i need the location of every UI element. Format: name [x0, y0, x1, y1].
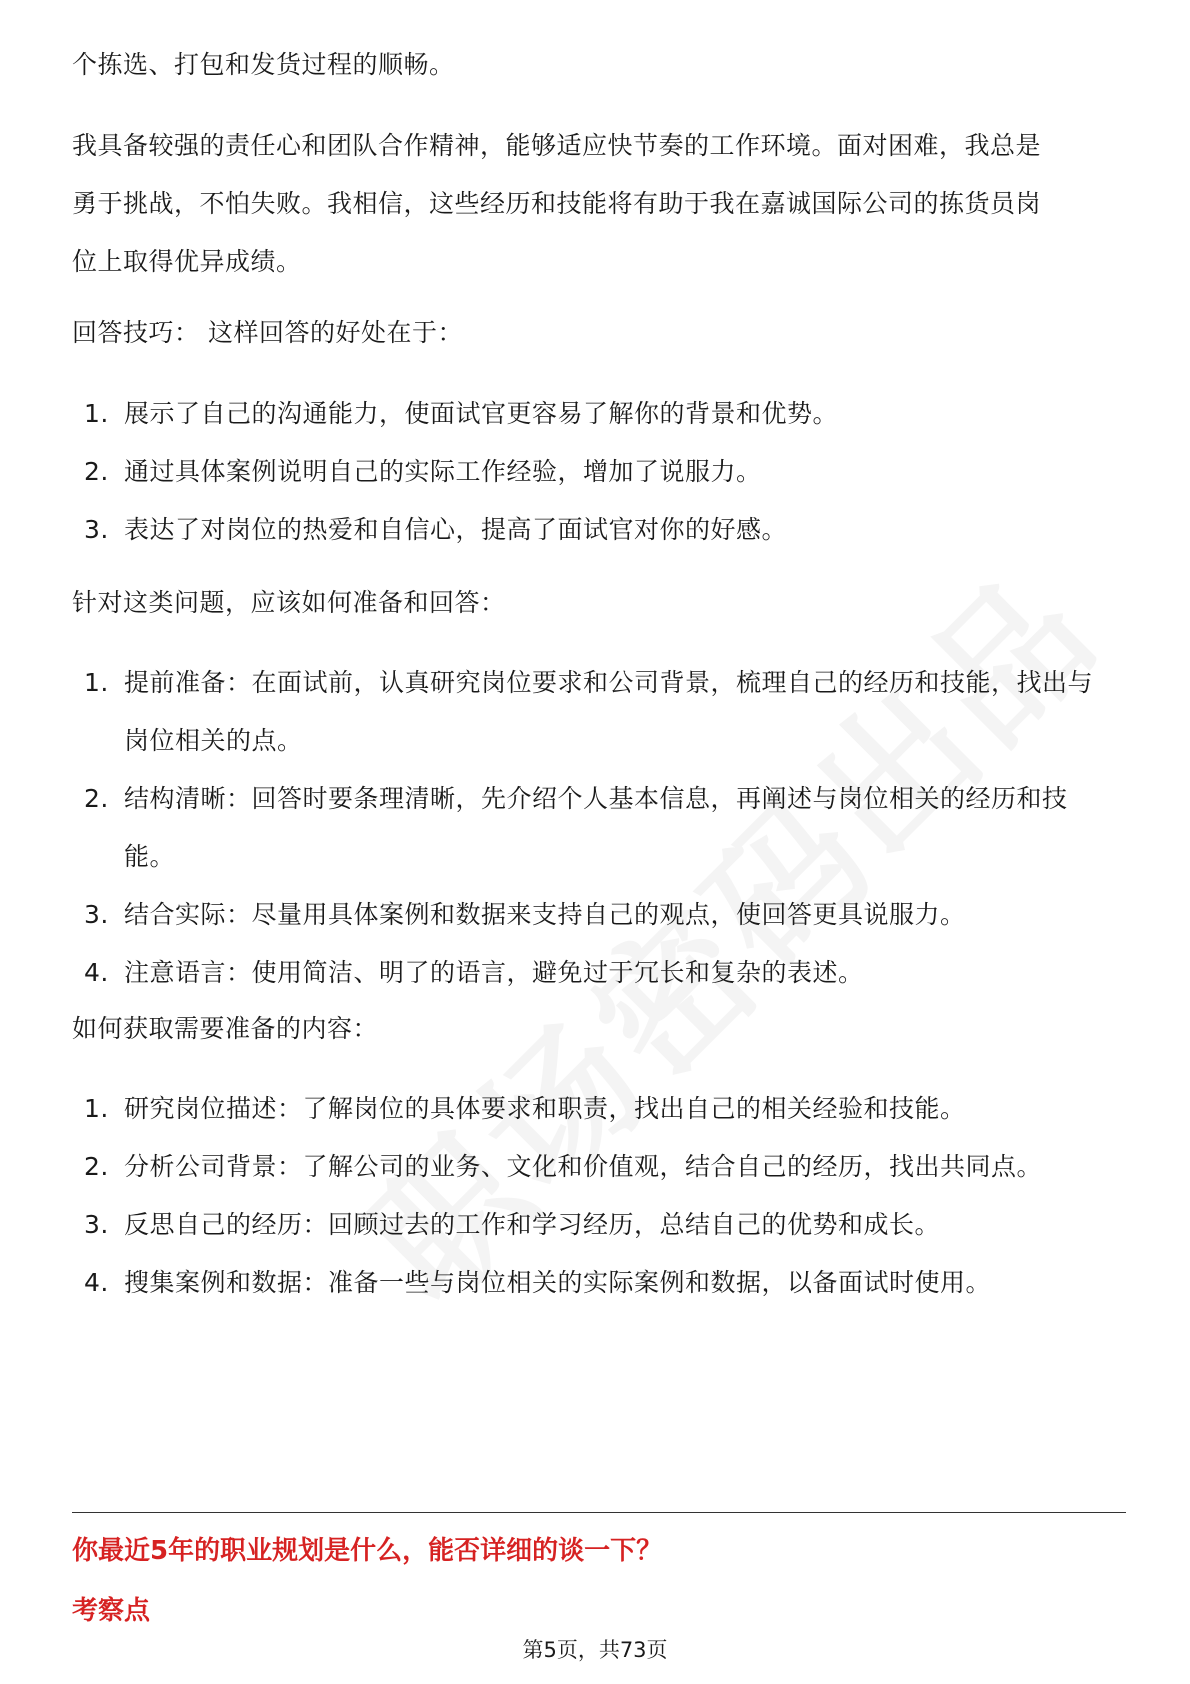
- section-divider: [72, 1512, 1126, 1513]
- list-item: [72, 1196, 1112, 1254]
- list-number: 1.: [84, 668, 109, 697]
- list-item-text: 反思自己的经历：回顾过去的工作和学习经历，总结自己的优势和成长。: [124, 1210, 941, 1239]
- list-number: 2.: [84, 1152, 109, 1181]
- list-number: 3.: [84, 515, 109, 544]
- list-item: [72, 1080, 1112, 1138]
- list-item: [72, 654, 1112, 770]
- list-item: [72, 501, 1122, 559]
- list-number: 3.: [84, 900, 109, 929]
- list-number: 1.: [84, 1094, 109, 1123]
- list-item: [72, 886, 1112, 944]
- list-number: 2.: [84, 457, 109, 486]
- list-item: [72, 1138, 1112, 1196]
- list-number: 4.: [84, 1268, 109, 1297]
- intro-tail-text: 个拣选、打包和发货过程的顺畅。: [72, 50, 455, 79]
- list-item: [72, 944, 1112, 1002]
- list-item-text: 表达了对岗位的热爱和自信心，提高了面试官对你的好感。: [124, 515, 788, 544]
- page-number-footer: 第5页，共73页: [522, 1638, 668, 1662]
- next-question-heading: 你最近5年的职业规划是什么，能否详细的谈一下？: [72, 1536, 663, 1566]
- list-item-text: 展示了自己的沟通能力，使面试官更容易了解你的背景和优势。: [124, 399, 839, 428]
- list-number: 2.: [84, 784, 109, 813]
- list-item: [72, 770, 1112, 886]
- list-number: 1.: [84, 399, 109, 428]
- prepare-list: [72, 654, 1112, 1002]
- list-item-text: 注意语言：使用简洁、明了的语言，避免过于冗长和复杂的表述。: [124, 958, 864, 987]
- list-item-text: 研究岗位描述：了解岗位的具体要求和职责，找出自己的相关经验和技能。: [124, 1094, 966, 1123]
- list-item: [72, 385, 1122, 443]
- list-item-text: 结构清晰：回答时要条理清晰，先介绍个人基本信息，再阐述与岗位相关的经历和技能。: [124, 784, 1068, 871]
- obtain-list: [72, 1080, 1112, 1312]
- list-number: 4.: [84, 958, 109, 987]
- assessment-points-heading: 考察点: [72, 1596, 151, 1626]
- obtain-heading: 如何获取需要准备的内容：: [72, 1014, 379, 1043]
- list-item-text: 结合实际：尽量用具体案例和数据来支持自己的观点，使回答更具说服力。: [124, 900, 966, 929]
- list-item-text: 搜集案例和数据：准备一些与岗位相关的实际案例和数据，以备面试时使用。: [124, 1268, 992, 1297]
- list-item-text: 分析公司背景：了解公司的业务、文化和价值观，结合自己的经历，找出共同点。: [124, 1152, 1043, 1181]
- list-item: [72, 1254, 1112, 1312]
- prepare-heading: 针对这类问题，应该如何准备和回答：: [72, 588, 506, 617]
- list-item: [72, 443, 1122, 501]
- answer-paragraph: 我具备较强的责任心和团队合作精神，能够适应快节奏的工作环境。面对困难，我总是勇于挑战，不怕失败。我相信，这些经历和技能将有助于我在嘉诚国际公司的拣货员岗位上取得优异成绩。: [72, 131, 1042, 276]
- list-item-text: 提前准备：在面试前，认真研究岗位要求和公司背景，梳理自己的经历和技能，找出与岗位相关的点。: [124, 668, 1094, 755]
- list-number: 3.: [84, 1210, 109, 1239]
- tips-list: [72, 385, 1122, 559]
- list-item-text: 通过具体案例说明自己的实际工作经验，增加了说服力。: [124, 457, 762, 486]
- tips-heading: 回答技巧： 这样回答的好处在于：: [72, 318, 463, 347]
